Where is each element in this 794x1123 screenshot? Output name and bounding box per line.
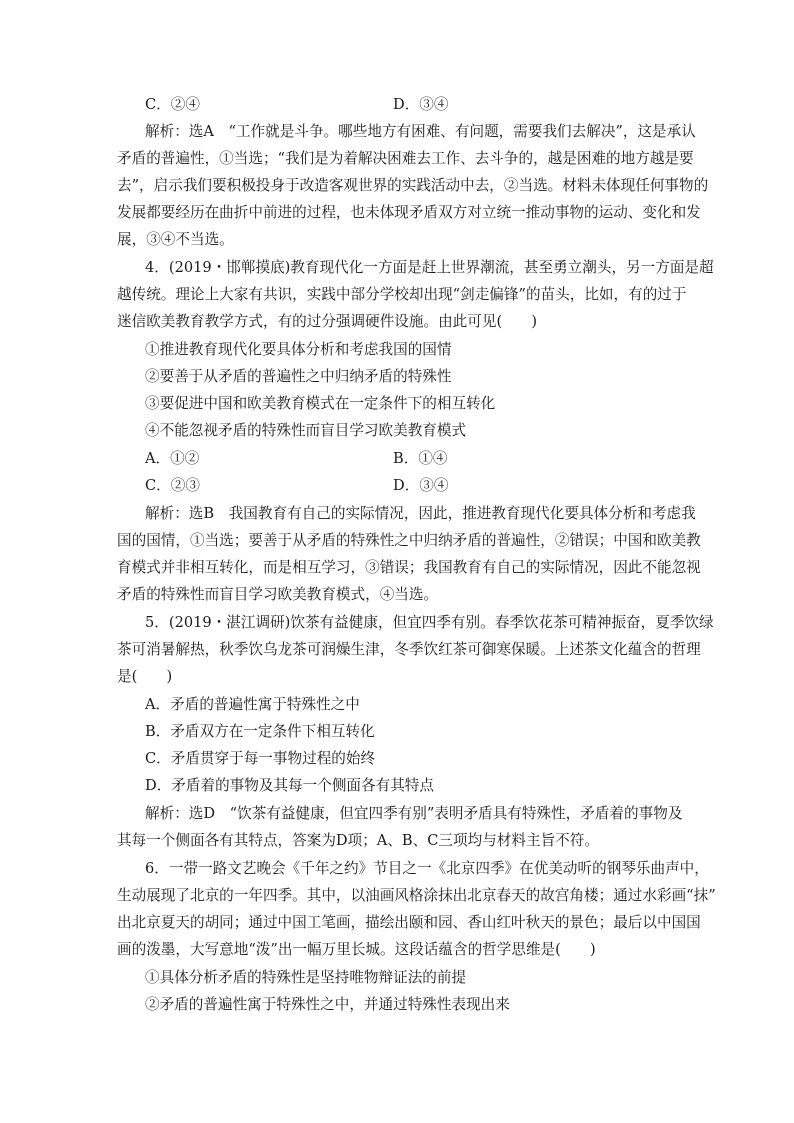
q4-analysis-line: 矛盾的特殊性而盲目学习欧美教育模式，④当选。 [117,586,439,603]
q3-analysis-line: 去”，启示我们要积极投身于改造客观世界的实践活动中去，②当选。材料未体现任何事物的 [117,177,709,194]
q4-statement: ③要促进中国和欧美教育模式在一定条件下的相互转化 [145,395,496,412]
q3-analysis-line: 发展都要经历在曲折中前进的过程，也未体现矛盾双方对立统一推动事物的运动、变化和发 [117,204,701,221]
q4-option-b: B．①④ [393,450,448,467]
q4-statement: ②要善于从矛盾的普遍性之中归纳矛盾的特殊性 [145,368,452,385]
q4-analysis-line: 解析：选B 我国教育有自己的实际情况，因此，推进教育现代化要具体分析和考虑我 [145,505,696,522]
q3-analysis-line: 展，③④不当选。 [117,231,234,248]
q3-analysis-line: 矛盾的普遍性，①当选；“我们是为着解决困难去工作、去斗争的，越是困难的地方越是要 [117,150,694,167]
q5-analysis-line: 解析：选D “饮茶有益健康，但宜四季有别”表明矛盾具有特殊性，矛盾着的事物及 [145,805,683,822]
q4-option-a: A．①② [145,450,200,467]
q5-stem-line: 是( ) [117,668,173,685]
q4-statement: ①推进教育现代化要具体分析和考虑我国的国情 [145,341,452,358]
q4-option-c: C．②③ [145,477,200,494]
q6-stem-line: 生动展现了北京的一年四季。其中，以油画风格涂抹出北京春天的故宫角楼；通过水彩画“抹” [117,887,716,904]
q6-stem-line: 6．一带一路文艺晚会《千年之约》节目之一《北京四季》在优美动听的钢琴乐曲声中， [145,860,709,877]
q4-analysis-line: 国的国情，①当选；要善于从矛盾的特殊性之中归纳矛盾的普遍性，②错误；中国和欧美教 [117,532,701,549]
q5-option: B．矛盾双方在一定条件下相互转化 [145,723,375,740]
q4-statement: ④不能忽视矛盾的特殊性而盲目学习欧美教育模式 [145,422,467,439]
q5-option: C．矛盾贯穿于每一事物过程的始终 [145,750,376,767]
q5-stem-line: 5．(2019・湛江调研)饮茶有益健康，但宜四季有别。春季饮花茶可精神振奋，夏季饮绿 [145,614,714,631]
q5-stem-line: 茶可消暑解热，秋季饮乌龙茶可润燥生津，冬季饮红茶可御寒保暖。上述茶文化蕴含的哲理 [117,641,701,658]
q4-stem-line: 迷信欧美教育教学方式，有的过分强调硬件设施。由此可见( ) [117,313,538,330]
q6-stem-line: 出北京夏天的胡同；通过中国工笔画，描绘出颐和园、香山红叶秋天的景色；最后以中国国 [117,914,701,931]
q3-option-d: D．③④ [393,96,449,113]
q5-analysis-line: 其每一个侧面各有其特点，答案为D项；A、B、C三项均与材料主旨不符。 [117,832,599,849]
q3-option-c: C．②④ [145,96,200,113]
q6-statement: ①具体分析矛盾的特殊性是坚持唯物辩证法的前提 [145,969,467,986]
q6-statement: ②矛盾的普遍性寓于特殊性之中，并通过特殊性表现出来 [145,996,510,1013]
q5-option: D．矛盾着的事物及其每一个侧面各有其特点 [145,777,434,794]
q4-analysis-line: 育模式并非相互转化，而是相互学习，③错误；我国教育有自己的实际情况，因此不能忽视 [117,559,701,576]
q4-stem-line: 4．(2019・邯郸摸底)教育现代化一方面是赶上世界潮流，甚至勇立潮头，另一方面是超 [145,259,714,276]
q4-stem-line: 越传统。理论上大家有共识，实践中部分学校却出现“剑走偏锋”的苗头，比如，有的过于 [117,286,687,303]
q3-analysis-line: 解析：选A “工作就是斗争。哪些地方有困难、有问题，需要我们去解决”，这是承认 [145,123,696,140]
q5-option: A．矛盾的普遍性寓于特殊性之中 [145,696,360,713]
q6-stem-line: 画的泼墨，大写意地“泼”出一幅万里长城。这段话蕴含的哲学思维是( ) [117,941,596,958]
q4-option-d: D．③④ [393,477,449,494]
